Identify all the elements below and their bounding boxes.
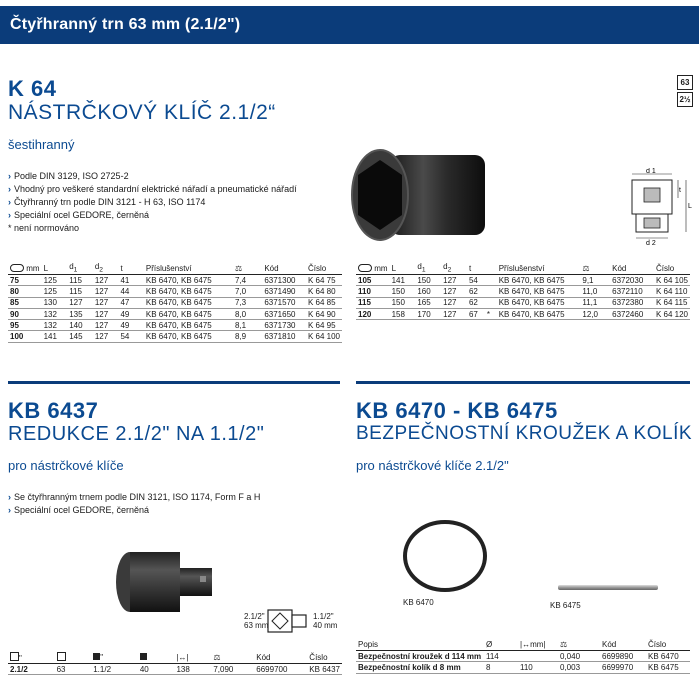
col-code: Kód [254, 651, 307, 664]
length-icon: |↔| [174, 651, 211, 664]
table-cell: 6371570 [262, 297, 306, 308]
table-cell: 12,0 [580, 308, 610, 319]
table-cell: 127 [441, 275, 467, 286]
table-row [356, 651, 690, 662]
table-cell: Bezpečnostní kolík d 8 mm [356, 662, 484, 673]
table-cell: 150 [390, 286, 416, 297]
table-cell: 44 [118, 286, 143, 297]
kb6470-table [356, 638, 690, 674]
table-cell [485, 275, 497, 286]
list-item: › Čtyřhranný trn podle DIN 3121 - H 63, ISO 1174 [8, 197, 206, 207]
table-cell: K 64 105 [655, 275, 688, 285]
table-cell: 67 [467, 308, 485, 319]
kb6470-code: KB 6470 - KB 6475 [356, 398, 558, 423]
table-cell: K 64 100 [307, 332, 340, 342]
table-cell: 6372380 [610, 297, 654, 308]
size-icon-header: mm [356, 262, 390, 275]
table-cell: 127 [441, 308, 467, 319]
kb6470-subtitle: pro nástrčkové klíče 2.1/2" [356, 458, 509, 473]
table-cell: KB 6470, KB 6475 [144, 308, 233, 319]
ring-label: KB 6470 [403, 598, 434, 607]
table-cell: 141 [42, 331, 68, 342]
table-cell: 11,0 [580, 286, 610, 297]
square-out-in-icon: " [91, 651, 138, 664]
length-icon: |↔mm| [518, 638, 558, 651]
table-cell: K 64 95 [306, 320, 342, 331]
table-cell: Bezpečnostní kroužek d 114 mm [356, 651, 484, 662]
table-cell: 47 [118, 297, 143, 308]
pin-image [556, 582, 660, 594]
table-cell: K 64 120 [655, 309, 688, 319]
k64-code: K 64 [8, 76, 57, 101]
col-code: Kód [610, 262, 654, 275]
list-item: › Podle DIN 3129, ISO 2725-2 [8, 171, 129, 181]
table-cell: 132 [42, 308, 68, 319]
table-cell: 7,0 [233, 286, 262, 297]
weight-icon: ⚖ [211, 651, 254, 664]
col-number: Číslo [654, 262, 690, 275]
table-cell: 140 [67, 320, 93, 331]
table-cell: 6372030 [610, 275, 654, 286]
table-cell: 160 [415, 286, 441, 297]
table-cell: 11,1 [580, 297, 610, 308]
col-l: L [390, 262, 416, 275]
diagram-label-d1: d 1 [646, 168, 656, 175]
table-cell: 8,9 [233, 331, 262, 342]
kb6437-bullets [8, 491, 260, 517]
table-cell: KB 6470, KB 6475 [144, 320, 233, 331]
table-cell: 105 [356, 275, 390, 286]
table-cell: 8,1 [233, 320, 262, 331]
col-code: Kód [262, 262, 306, 275]
kb6470-name: BEZPEČNOSTNÍ KROUŽEK A KOLÍK [356, 423, 693, 444]
list-item: › Speciální ocel GEDORE, černěná [8, 505, 150, 515]
table-header-row [356, 262, 690, 275]
table-cell: KB 6470, KB 6475 [497, 297, 581, 308]
table-cell: KB 6470, KB 6475 [144, 275, 233, 286]
table-cell: 145 [67, 331, 93, 342]
table-cell: 54 [118, 331, 143, 342]
table-cell: 120 [356, 308, 390, 319]
table-cell: 62 [467, 286, 485, 297]
k64-bullets [8, 170, 297, 235]
col-l: L [42, 262, 68, 275]
kb6437-subtitle: pro nástrčkové klíče [8, 458, 124, 473]
table-cell: 127 [93, 286, 119, 297]
table-cell: 127 [93, 308, 119, 319]
table-row [8, 320, 342, 331]
table-row: 2.1/2 63 1.1/2 40 138 7,090 6699700 KB 6437 [10, 664, 340, 674]
table-cell: 127 [93, 320, 119, 331]
table-cell: 8 [484, 662, 518, 673]
table-cell: KB 6470, KB 6475 [497, 286, 581, 297]
table-cell: 132 [42, 320, 68, 331]
k64-subtitle: šestihranný [8, 137, 75, 152]
diagram-label-d2: d 2 [646, 240, 656, 246]
col-note [485, 262, 497, 275]
section-divider [8, 381, 340, 384]
table-cell: 127 [93, 297, 119, 308]
table-cell: 6372110 [610, 286, 654, 297]
adapter-image [112, 546, 222, 618]
adapter-diagram-left-label: 2.1/2" 63 mm [244, 612, 269, 630]
table-cell: 127 [441, 297, 467, 308]
table-cell: 130 [42, 297, 68, 308]
table-cell: 7,4 [233, 275, 262, 286]
table-cell: 0,003 [558, 662, 600, 673]
square-out-mm-icon [138, 651, 175, 664]
table-cell: 115 [67, 275, 93, 286]
col-number: Číslo [306, 262, 342, 275]
col-description: Popis [356, 638, 484, 651]
list-item: › Se čtyřhranným trnem podle DIN 3121, ISO 1174, Form F a H [8, 492, 261, 502]
table-cell: 165 [415, 297, 441, 308]
col-d1: $d_1$ [415, 262, 441, 275]
table-cell [485, 297, 497, 308]
drive-size-badge-mm: 63 [677, 75, 693, 90]
table-cell: 8,0 [233, 308, 262, 319]
page-header [0, 6, 699, 44]
table-cell: 49 [118, 308, 143, 319]
pin-label: KB 6475 [550, 601, 581, 610]
table-cell: 6371490 [262, 286, 306, 297]
table-cell: K 64 115 [654, 297, 690, 308]
table-cell: * [485, 308, 497, 319]
table-cell: 115 [67, 286, 93, 297]
kb6437-name: REDUKCE 2.1/2" NA 1.1/2" [8, 423, 265, 445]
table-cell: 6699970 [600, 662, 646, 673]
table-cell: 150 [415, 275, 441, 286]
table-cell: 90 [8, 308, 42, 319]
table-row [8, 275, 342, 286]
table-cell: 135 [67, 308, 93, 319]
table-header-row [356, 638, 690, 651]
table-cell: KB 6470, KB 6475 [144, 331, 233, 342]
square-drive-in-icon: " [8, 651, 55, 664]
col-d2: $d_2$ [93, 262, 119, 275]
square-drive-mm-icon [55, 651, 92, 664]
table-cell: 95 [8, 320, 42, 331]
table-cell: 0,040 [558, 651, 600, 662]
table-cell: 7,3 [233, 297, 262, 308]
k64-table-left [8, 262, 342, 343]
diagram-label-t: t [679, 187, 681, 194]
k64-name: NÁSTRČKOVÝ KLÍČ 2.1/2“ [8, 101, 276, 124]
table-header-row [8, 651, 342, 664]
col-code: Kód [600, 638, 646, 651]
col-number: Číslo [646, 638, 690, 651]
weight-icon: ⚖ [558, 638, 600, 651]
retaining-ring-image [400, 518, 490, 596]
col-number: Číslo [307, 651, 342, 664]
table-row [356, 297, 690, 308]
table-row [356, 308, 690, 319]
table-row [8, 286, 342, 297]
table-cell: KB 6470, KB 6475 [497, 308, 581, 319]
weight-icon: ⚖ [233, 262, 262, 275]
col-d1: $d_1$ [67, 262, 93, 275]
table-cell: KB 6475 [646, 662, 690, 673]
table-cell: K 64 85 [306, 297, 342, 308]
table-cell [485, 286, 497, 297]
table-cell: 6371650 [262, 308, 306, 319]
table-cell: K 64 90 [306, 308, 342, 319]
table-cell: K 64 110 [654, 286, 690, 297]
table-cell: KB 6470, KB 6475 [144, 286, 233, 297]
col-t: t [118, 262, 143, 275]
socket-dimension-diagram [622, 168, 694, 246]
table-header-row [8, 262, 342, 275]
table-cell: KB 6470, KB 6475 [144, 297, 233, 308]
col-diameter: Ø [484, 638, 518, 651]
table-cell: 125 [42, 275, 68, 286]
size-icon-header: mm [8, 262, 42, 275]
page-header-title: Čtyřhranný trn 63 mm (2.1/2") [10, 16, 241, 33]
table-cell: 62 [467, 297, 485, 308]
col-accessories: Příslušenství [144, 262, 233, 275]
table-cell: 127 [67, 297, 93, 308]
col-d2: $d_2$ [441, 262, 467, 275]
table-row [356, 662, 690, 673]
table-cell: 6372460 [610, 308, 654, 319]
table-cell: 6371300 [262, 275, 306, 286]
table-cell: 41 [118, 275, 143, 286]
socket-image [350, 140, 500, 250]
table-cell: 127 [93, 331, 119, 342]
col-t: t [467, 262, 485, 275]
table-cell: 75 [8, 275, 42, 286]
table-cell: 49 [118, 320, 143, 331]
col-accessories: Příslušenství [497, 262, 581, 275]
table-row [356, 286, 690, 297]
table-cell: 6371730 [262, 320, 306, 331]
table-cell: 127 [93, 275, 119, 286]
adapter-diagram-right-label: 1.1/2" 40 mm [313, 612, 338, 630]
table-row [8, 308, 342, 319]
table-cell: 110 [518, 662, 558, 673]
badges [677, 75, 693, 109]
table-row [356, 275, 690, 286]
table-cell: 170 [415, 308, 441, 319]
table-cell: 9,1 [580, 275, 610, 286]
table-cell: 6699890 [600, 651, 646, 662]
table-cell: 85 [8, 297, 42, 308]
footnote: * není normováno [8, 223, 80, 233]
diagram-label-l: L [688, 203, 692, 210]
table-cell: K 64 80 [306, 286, 342, 297]
table-cell: 110 [356, 286, 390, 297]
table-cell: 141 [390, 275, 416, 286]
adapter-diagram [266, 604, 312, 638]
table-cell: 150 [390, 297, 416, 308]
table-cell: K 64 75 [306, 275, 342, 286]
table-cell: 100 [8, 331, 42, 342]
list-item: › Speciální ocel GEDORE, černěná [8, 210, 150, 220]
list-item: › Vhodný pro veškeré standardní elektrické nářadí a pneumatické nářadí [8, 184, 297, 194]
table-cell: KB 6470 [646, 651, 690, 662]
k64-table-right [356, 262, 690, 320]
kb6437-table [8, 651, 342, 675]
weight-icon: ⚖ [580, 262, 610, 275]
table-cell: 115 [356, 297, 390, 308]
table-cell: 80 [8, 286, 42, 297]
table-cell [518, 651, 558, 662]
table-cell: 127 [441, 286, 467, 297]
table-cell: KB 6470, KB 6475 [497, 275, 581, 286]
kb6437-code: KB 6437 [8, 398, 99, 423]
table-cell: 114 [484, 651, 518, 662]
table-cell: 54 [467, 275, 485, 286]
table-cell: 158 [390, 308, 416, 319]
table-cell: 6371810 [262, 331, 306, 342]
section-divider [356, 381, 690, 384]
table-cell: 125 [42, 286, 68, 297]
table-row [8, 297, 342, 308]
drive-size-badge-inch: 2½ [677, 92, 693, 107]
table-row [8, 331, 342, 342]
